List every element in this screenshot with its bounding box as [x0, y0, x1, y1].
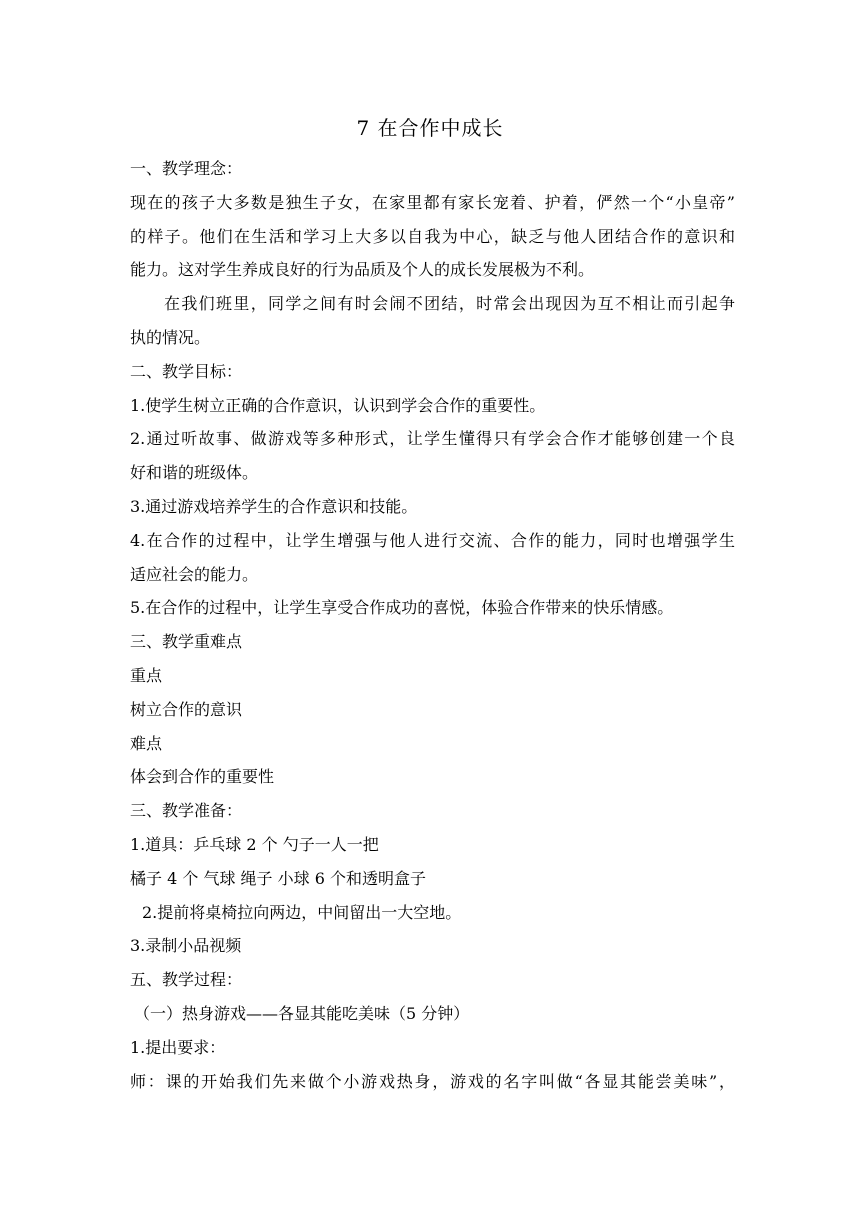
text-line: 3.通过游戏培养学生的合作意识和技能。 — [130, 496, 418, 516]
text-line: 5.在合作的过程中，让学生享受合作成功的喜悦，体验合作带来的快乐情感。 — [130, 598, 674, 618]
text-line: 1.道具：乒乓球 2 个 勺子一人一把 — [130, 834, 379, 854]
document-body — [130, 152, 735, 1098]
text-line: 重点 — [130, 665, 163, 685]
text-line: 五、教学过程： — [130, 970, 243, 990]
text-line: 3.录制小品视频 — [130, 936, 242, 956]
text-line: 4.在合作的过程中，让学生增强与他人进行交流、合作的能力，同时也增强学生 — [130, 530, 735, 550]
text-line: 师：课的开始我们先来做个小游戏热身，游戏的名字叫做“各显其能尝美味”， — [130, 1071, 735, 1091]
text-line: 2.提前将桌椅拉向两边，中间留出一大空地。 — [142, 902, 462, 922]
text-line: 难点 — [130, 733, 163, 753]
text-line: （一）热身游戏——各显其能吃美味（5 分钟） — [134, 1003, 470, 1023]
text-line: 现在的孩子大多数是独生子女，在家里都有家长宠着、护着，俨然一个“小皇帝” — [130, 192, 735, 212]
text-line: 二、教学目标： — [130, 361, 243, 381]
text-line: 体会到合作的重要性 — [130, 767, 275, 787]
text-line: 执的情况。 — [130, 327, 211, 347]
text-line: 三、教学准备： — [130, 801, 243, 821]
text-line: 一、教学理念： — [130, 159, 243, 178]
text-line: 能力。这对学生养成良好的行为品质及个人的成长发展极为不利。 — [130, 260, 595, 280]
document-title: 7 在合作中成长 — [356, 116, 504, 140]
text-line: 适应社会的能力。 — [130, 564, 259, 584]
text-line: 三、教学重难点 — [130, 632, 243, 652]
text-line: 2.通过听故事、做游戏等多种形式，让学生懂得只有学会合作才能够创建一个良 — [130, 429, 735, 449]
text-line: 1.使学生树立正确的合作意识，认识到学会合作的重要性。 — [130, 395, 546, 415]
text-line: 树立合作的意识 — [130, 699, 243, 719]
text-line: 在我们班里，同学之间有时会闹不团结，时常会出现因为互不相让而引起争 — [164, 294, 735, 314]
text-line: 橘子 4 个 气球 绳子 小球 6 个和透明盒子 — [130, 868, 426, 888]
text-line: 1.提出要求： — [130, 1037, 226, 1057]
text-line: 好和谐的班级体。 — [130, 463, 259, 483]
text-line: 的样子。他们在生活和学习上大多以自我为中心，缺乏与他人团结合作的意识和 — [130, 226, 735, 246]
